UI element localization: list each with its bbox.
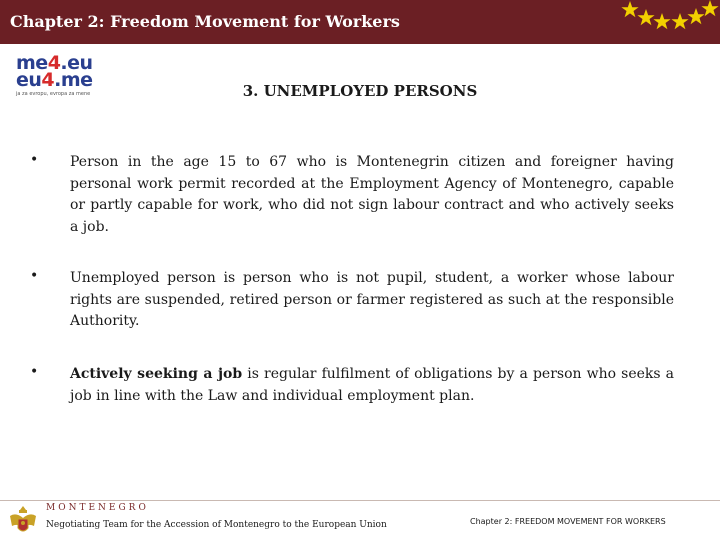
eu-stars-icon — [600, 0, 720, 44]
bullet-marker: • — [30, 364, 39, 380]
bullet-text: Person in the age 15 to 67 who is Montenegrin citizen and foreigner having personal work permit recorded at the Employment Agency of Montenegro, capable or partly capable for work, who did not sign labour contract and who actively seeks a job. — [70, 154, 674, 235]
logo-line-2: eu4.me — [16, 69, 93, 91]
logo-tagline: ja za evropu, evropa za mene — [16, 91, 91, 97]
footer-divider — [0, 500, 720, 501]
bullet-marker: • — [30, 152, 39, 168]
section-title: 3. UNEMPLOYED PERSONS — [242, 82, 478, 100]
bullet-text-bold: Actively seeking a job — [70, 366, 243, 382]
bullet-text — [70, 364, 674, 407]
bullet-text-rest: is regular fulfilment of obligations by a person who seeks a job in line with the Law and individual employment plan. — [70, 366, 674, 404]
header-bar — [0, 0, 720, 44]
footer-country: MONTENEGRO — [46, 503, 149, 513]
footer-chapter: Chapter 2: FREEDOM MOVEMENT FOR WORKERS — [470, 517, 666, 526]
header-title: Chapter 2: Freedom Movement for Workers — [10, 12, 400, 31]
me4eu-logo — [16, 54, 108, 100]
bullet-text: Unemployed person is person who is not pupil, student, a worker whose labour rights are suspended, retired person or farmer registered as such at the responsible Authority. — [70, 270, 674, 329]
bullet-marker: • — [30, 268, 39, 284]
footer-team: Negotiating Team for the Accession of Montenegro to the European Union — [46, 520, 387, 530]
montenegro-coat-of-arms-icon — [6, 504, 40, 538]
logo-line-1: me4.eu — [16, 52, 93, 74]
